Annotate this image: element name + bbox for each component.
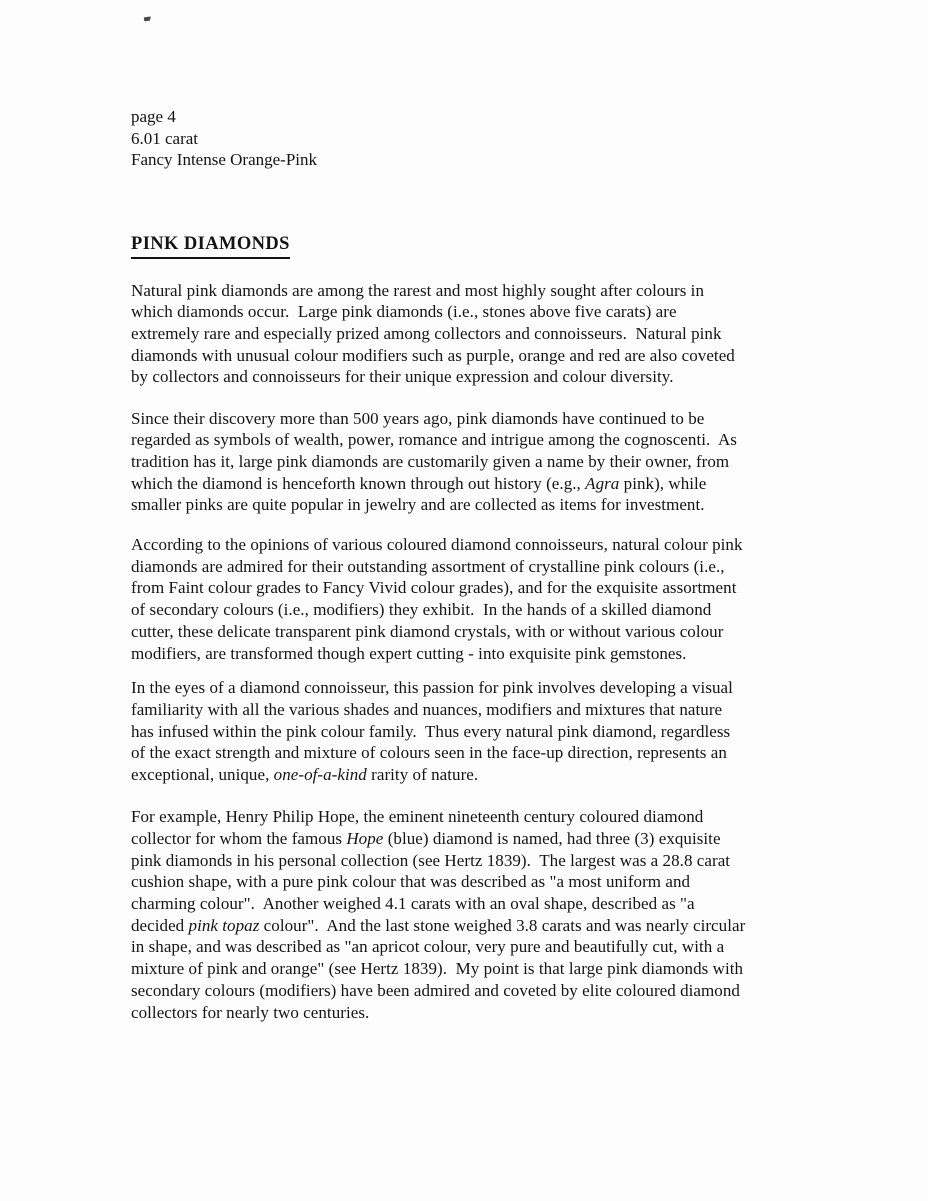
- carat-weight-line: 6.01 carat: [131, 128, 199, 148]
- document-header: [131, 106, 911, 171]
- colour-grade-line: Fancy Intense Orange-Pink: [131, 150, 318, 169]
- paragraph-history: Since their discovery more than 500 years ago, pink diamonds have continued to be regarded as symbols of wealth, power, romance and intrigue among the cognoscenti. As tradition has it, large pink diamonds are customarily given a name by their owner, from which the diamond is henceforth known through out history (e.g., Agra pink), while smaller pinks are quite popular in jewelry and are collected as items for investment.: [131, 408, 737, 515]
- page-number-line: page 4: [131, 107, 176, 126]
- paragraph-rarity: Natural pink diamonds are among the rarest and most highly sought after colours in which diamonds occur. Large pink diamonds (i.e., stones above five carats) are extremely rare and especially prized among collectors and connoisseurs. Natural pink diamonds with unusual colour modifiers such as purple, orange and red are also coveted by collectors and connoisseurs for their unique expression and colour diversity.: [131, 280, 735, 387]
- paragraph-passion: In the eyes of a diamond connoisseur, this passion for pink involves developing a visual familiarity with all the various shades and nuances, modifiers and mixtures that nature has infused within the pink colour family. Thus every natural pink diamond, regardless of the exact strength and mixture of colours seen in the face-up direction, represents an exceptional, unique, one-of-a-kind rarity of nature.: [131, 678, 733, 785]
- paragraph-hope-example: For example, Henry Philip Hope, the eminent nineteenth century coloured diamond collector for whom the famous Hope (blue) diamond is named, had three (3) exquisite pink diamonds in his personal collection (see Hertz 1839). The largest was a 28.8 carat cushion shape, with a pure pink colour that was described as "a most uniform and charming colour". Another weighed 4.1 carats with an oval shape, described as "a decided pink topaz colour". And the last stone weighed 3.8 carats and was nearly circular in shape, and was described as "an apricot colour, very pure and beautifully cut, with a mixture of pink and orange" (see Hertz 1839). My point is that large pink diamonds with secondary colours (modifiers) have been admired and coveted by elite coloured diamond collectors for nearly two centuries.: [131, 807, 746, 1022]
- section-heading: [131, 233, 911, 259]
- document-content: [131, 106, 911, 1023]
- paragraph-connoisseurs: According to the opinions of various coloured diamond connoisseurs, natural colour pink diamonds are admired for their outstanding assortment of crystalline pink colours (i.e., from Faint colour grades to Fancy Vivid colour grades), and for the exquisite assortment of secondary colours (i.e., modifiers) they exhibit. In the hands of a skilled diamond cutter, these delicate transparent pink diamond crystals, with or without various colour modifiers, are transformed though expert cutting - into exquisite pink gemstones.: [131, 535, 743, 663]
- section-heading-text: PINK DIAMONDS: [131, 233, 290, 259]
- scan-artifact: [144, 17, 150, 22]
